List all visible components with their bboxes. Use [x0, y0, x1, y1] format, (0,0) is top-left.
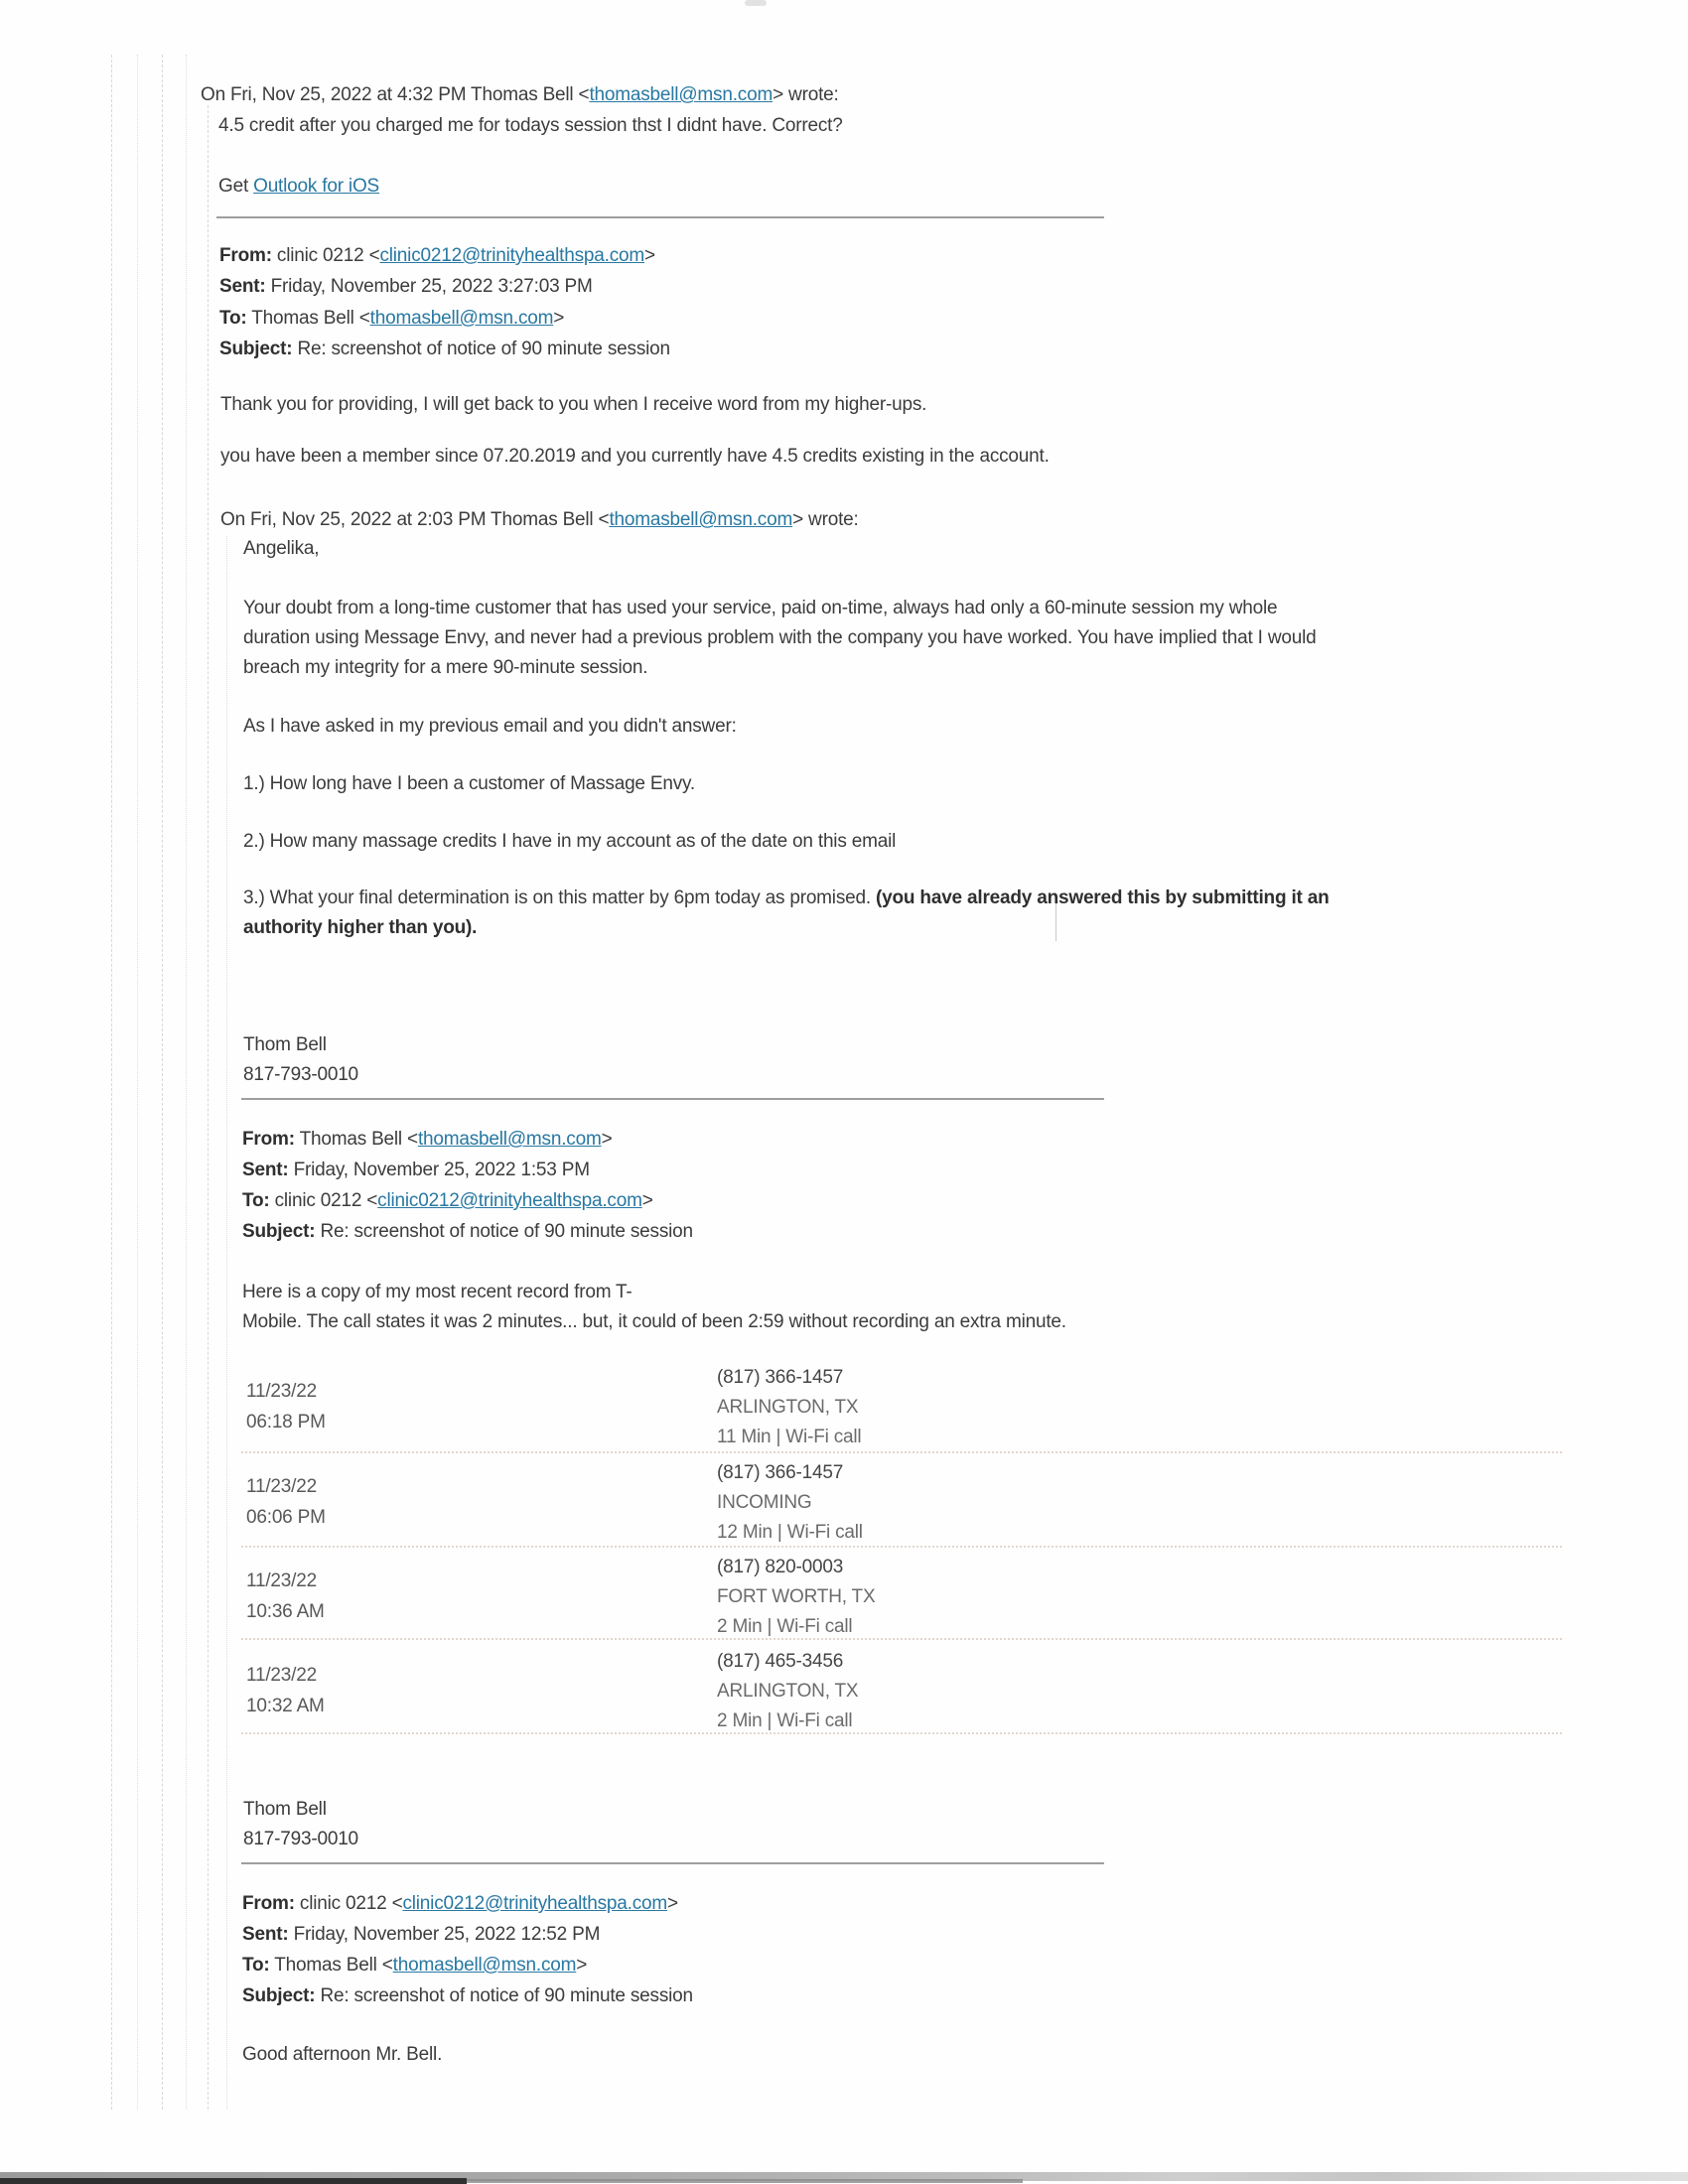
call-duration: 12 Min | Wi-Fi call — [717, 1522, 863, 1543]
list-item-3 — [243, 887, 1330, 909]
record-separator — [241, 1732, 1562, 1734]
signature-phone: 817-793-0010 — [243, 1064, 358, 1085]
scan-margin-line — [162, 55, 163, 2110]
header-from — [242, 1128, 612, 1151]
to-label: To: — [242, 1190, 270, 1211]
message-divider — [216, 216, 1104, 218]
header-sent — [219, 275, 593, 298]
paragraph-line: Here is a copy of my most recent record from T- — [242, 1282, 633, 1302]
subject-value: Re: screenshot of notice of 90 minute session — [315, 1221, 693, 1242]
sent-value: Friday, November 25, 2022 3:27:03 PM — [265, 276, 593, 297]
subject-label: Subject: — [242, 1221, 316, 1242]
from-value: clinic 0212 < — [294, 1893, 403, 1914]
header-subject — [242, 1984, 693, 2007]
outlook-ios-link[interactable]: Outlook for iOS — [253, 176, 379, 197]
sent-value: Friday, November 25, 2022 1:53 PM — [288, 1160, 590, 1180]
email-link-thomasbell[interactable]: thomasbell@msn.com — [609, 509, 793, 530]
call-time: 06:18 PM — [246, 1412, 326, 1433]
paragraph: Thank you for providing, I will get back to you when I receive word from my higher-ups. — [220, 394, 927, 415]
list-item-3-bold-cont: authority higher than you). — [243, 917, 478, 938]
signature-phone: 817-793-0010 — [243, 1829, 358, 1849]
call-duration: 2 Min | Wi-Fi call — [717, 1616, 853, 1637]
scan-edge-bar-dark — [0, 2178, 467, 2184]
sent-value: Friday, November 25, 2022 12:52 PM — [288, 1924, 601, 1945]
list-item-2: 2.) How many massage credits I have in my account as of the date on this email — [243, 831, 897, 852]
list-item-1: 1.) How long have I been a customer of Massage Envy. — [243, 773, 695, 794]
sent-label: Sent: — [242, 1160, 289, 1180]
sent-label: Sent: — [219, 276, 266, 297]
to-value: Thomas Bell < — [269, 1955, 393, 1976]
scan-margin-line — [111, 55, 112, 2110]
reply1-body: 4.5 credit after you charged me for todays session thst I didnt have. Correct? — [218, 115, 843, 136]
from-label: From: — [242, 1893, 295, 1914]
outlook-signature — [218, 175, 379, 198]
paragraph: you have been a member since 07.20.2019 and you currently have 4.5 credits existing in the account. — [220, 446, 1050, 467]
header-from — [219, 244, 655, 267]
from-label: From: — [242, 1129, 295, 1150]
list-item-3-bold: (you have already answered this by submitting it an — [876, 887, 1330, 908]
record-separator — [241, 1451, 1562, 1453]
call-time: 10:32 AM — [246, 1696, 325, 1716]
sent-label: Sent: — [242, 1924, 289, 1945]
email-link-clinic0212[interactable]: clinic0212@trinityhealthspa.com — [402, 1893, 668, 1914]
quote-bar-level2 — [226, 536, 227, 2110]
signature-name: Thom Bell — [243, 1799, 327, 1820]
call-location: ARLINGTON, TX — [717, 1397, 859, 1418]
call-date: 11/23/22 — [246, 1665, 317, 1686]
call-location: ARLINGTON, TX — [717, 1681, 859, 1702]
quote-header-text: On Fri, Nov 25, 2022 at 4:32 PM Thomas Bell < — [201, 84, 590, 105]
scan-smudge — [745, 0, 767, 6]
to-label: To: — [242, 1955, 270, 1976]
email-link-thomasbell[interactable]: thomasbell@msn.com — [589, 84, 774, 105]
paragraph-line: Mobile. The call states it was 2 minutes... but, it could of been 2:59 without recording an extra minute. — [242, 1311, 1066, 1332]
scan-margin-line — [186, 55, 187, 2110]
from-label: From: — [219, 245, 272, 266]
paragraph-line: breach my integrity for a mere 90-minute session. — [243, 657, 648, 678]
paragraph-line: duration using Message Envy, and never had a previous problem with the company you have worked. You have implied that I would — [243, 627, 1317, 648]
greeting: Good afternoon Mr. Bell. — [242, 2044, 443, 2065]
call-phone: (817) 366-1457 — [717, 1367, 844, 1388]
record-separator — [241, 1546, 1562, 1548]
call-time: 10:36 AM — [246, 1601, 325, 1622]
outlook-signature-text: Get — [218, 176, 254, 197]
header-subject — [219, 338, 670, 360]
call-date: 11/23/22 — [246, 1381, 317, 1402]
subject-label: Subject: — [219, 339, 293, 359]
subject-label: Subject: — [242, 1985, 316, 2006]
subject-value: Re: screenshot of notice of 90 minute session — [292, 339, 670, 359]
email-link-thomasbell[interactable]: thomasbell@msn.com — [369, 308, 554, 329]
email-link-clinic0212[interactable]: clinic0212@trinityhealthspa.com — [379, 245, 645, 266]
from-value-end: > — [644, 245, 655, 266]
quote-header-text: > wrote: — [773, 84, 839, 105]
scan-margin-line — [137, 55, 138, 2110]
from-value: Thomas Bell < — [294, 1129, 418, 1150]
quote-header-text: On Fri, Nov 25, 2022 at 2:03 PM Thomas Bell < — [220, 509, 610, 530]
header-from — [242, 1892, 678, 1915]
subject-value: Re: screenshot of notice of 90 minute session — [315, 1985, 693, 2006]
email-link-thomasbell[interactable]: thomasbell@msn.com — [417, 1129, 602, 1150]
header-to — [219, 307, 564, 330]
to-value: Thomas Bell < — [246, 308, 370, 329]
record-separator — [241, 1638, 1562, 1640]
header-to — [242, 1189, 653, 1212]
quote-header-text: > wrote: — [792, 509, 859, 530]
from-value-end: > — [667, 1893, 678, 1914]
to-value-end: > — [641, 1190, 653, 1211]
call-duration: 2 Min | Wi-Fi call — [717, 1710, 853, 1731]
call-phone: (817) 366-1457 — [717, 1462, 844, 1483]
to-value-end: > — [553, 308, 565, 329]
paragraph-line: Your doubt from a long-time customer that has used your service, paid on-time, always had only a 60-minute session my whole — [243, 598, 1278, 618]
greeting: Angelika, — [243, 538, 320, 559]
header-to — [242, 1954, 587, 1977]
header-sent — [242, 1159, 590, 1181]
call-phone: (817) 820-0003 — [717, 1557, 844, 1577]
list-item-3-text: 3.) What your final determination is on this matter by 6pm today as promised. — [243, 887, 877, 908]
call-phone: (817) 465-3456 — [717, 1651, 844, 1672]
header-subject — [242, 1220, 693, 1243]
message-divider — [241, 1098, 1104, 1100]
scan-edge-bar — [467, 2179, 1023, 2183]
signature-name: Thom Bell — [243, 1034, 327, 1055]
call-location: FORT WORTH, TX — [717, 1586, 876, 1607]
call-location: INCOMING — [717, 1492, 812, 1513]
email-link-clinic0212[interactable]: clinic0212@trinityhealthspa.com — [377, 1190, 642, 1211]
from-value-end: > — [601, 1129, 613, 1150]
email-link-thomasbell[interactable]: thomasbell@msn.com — [392, 1955, 577, 1976]
paragraph: As I have asked in my previous email and you didn't answer: — [243, 716, 737, 737]
to-value-end: > — [576, 1955, 588, 1976]
header-sent — [242, 1923, 600, 1946]
call-date: 11/23/22 — [246, 1570, 317, 1591]
call-time: 06:06 PM — [246, 1507, 326, 1528]
message-divider — [241, 1862, 1104, 1864]
quote-header-203pm — [220, 508, 859, 531]
to-value: clinic 0212 < — [269, 1190, 378, 1211]
quote-header-432pm — [201, 83, 839, 106]
call-duration: 11 Min | Wi-Fi call — [717, 1427, 862, 1447]
to-label: To: — [219, 308, 247, 329]
from-value: clinic 0212 < — [271, 245, 380, 266]
quote-bar-level1 — [208, 105, 209, 2110]
call-date: 11/23/22 — [246, 1476, 317, 1497]
